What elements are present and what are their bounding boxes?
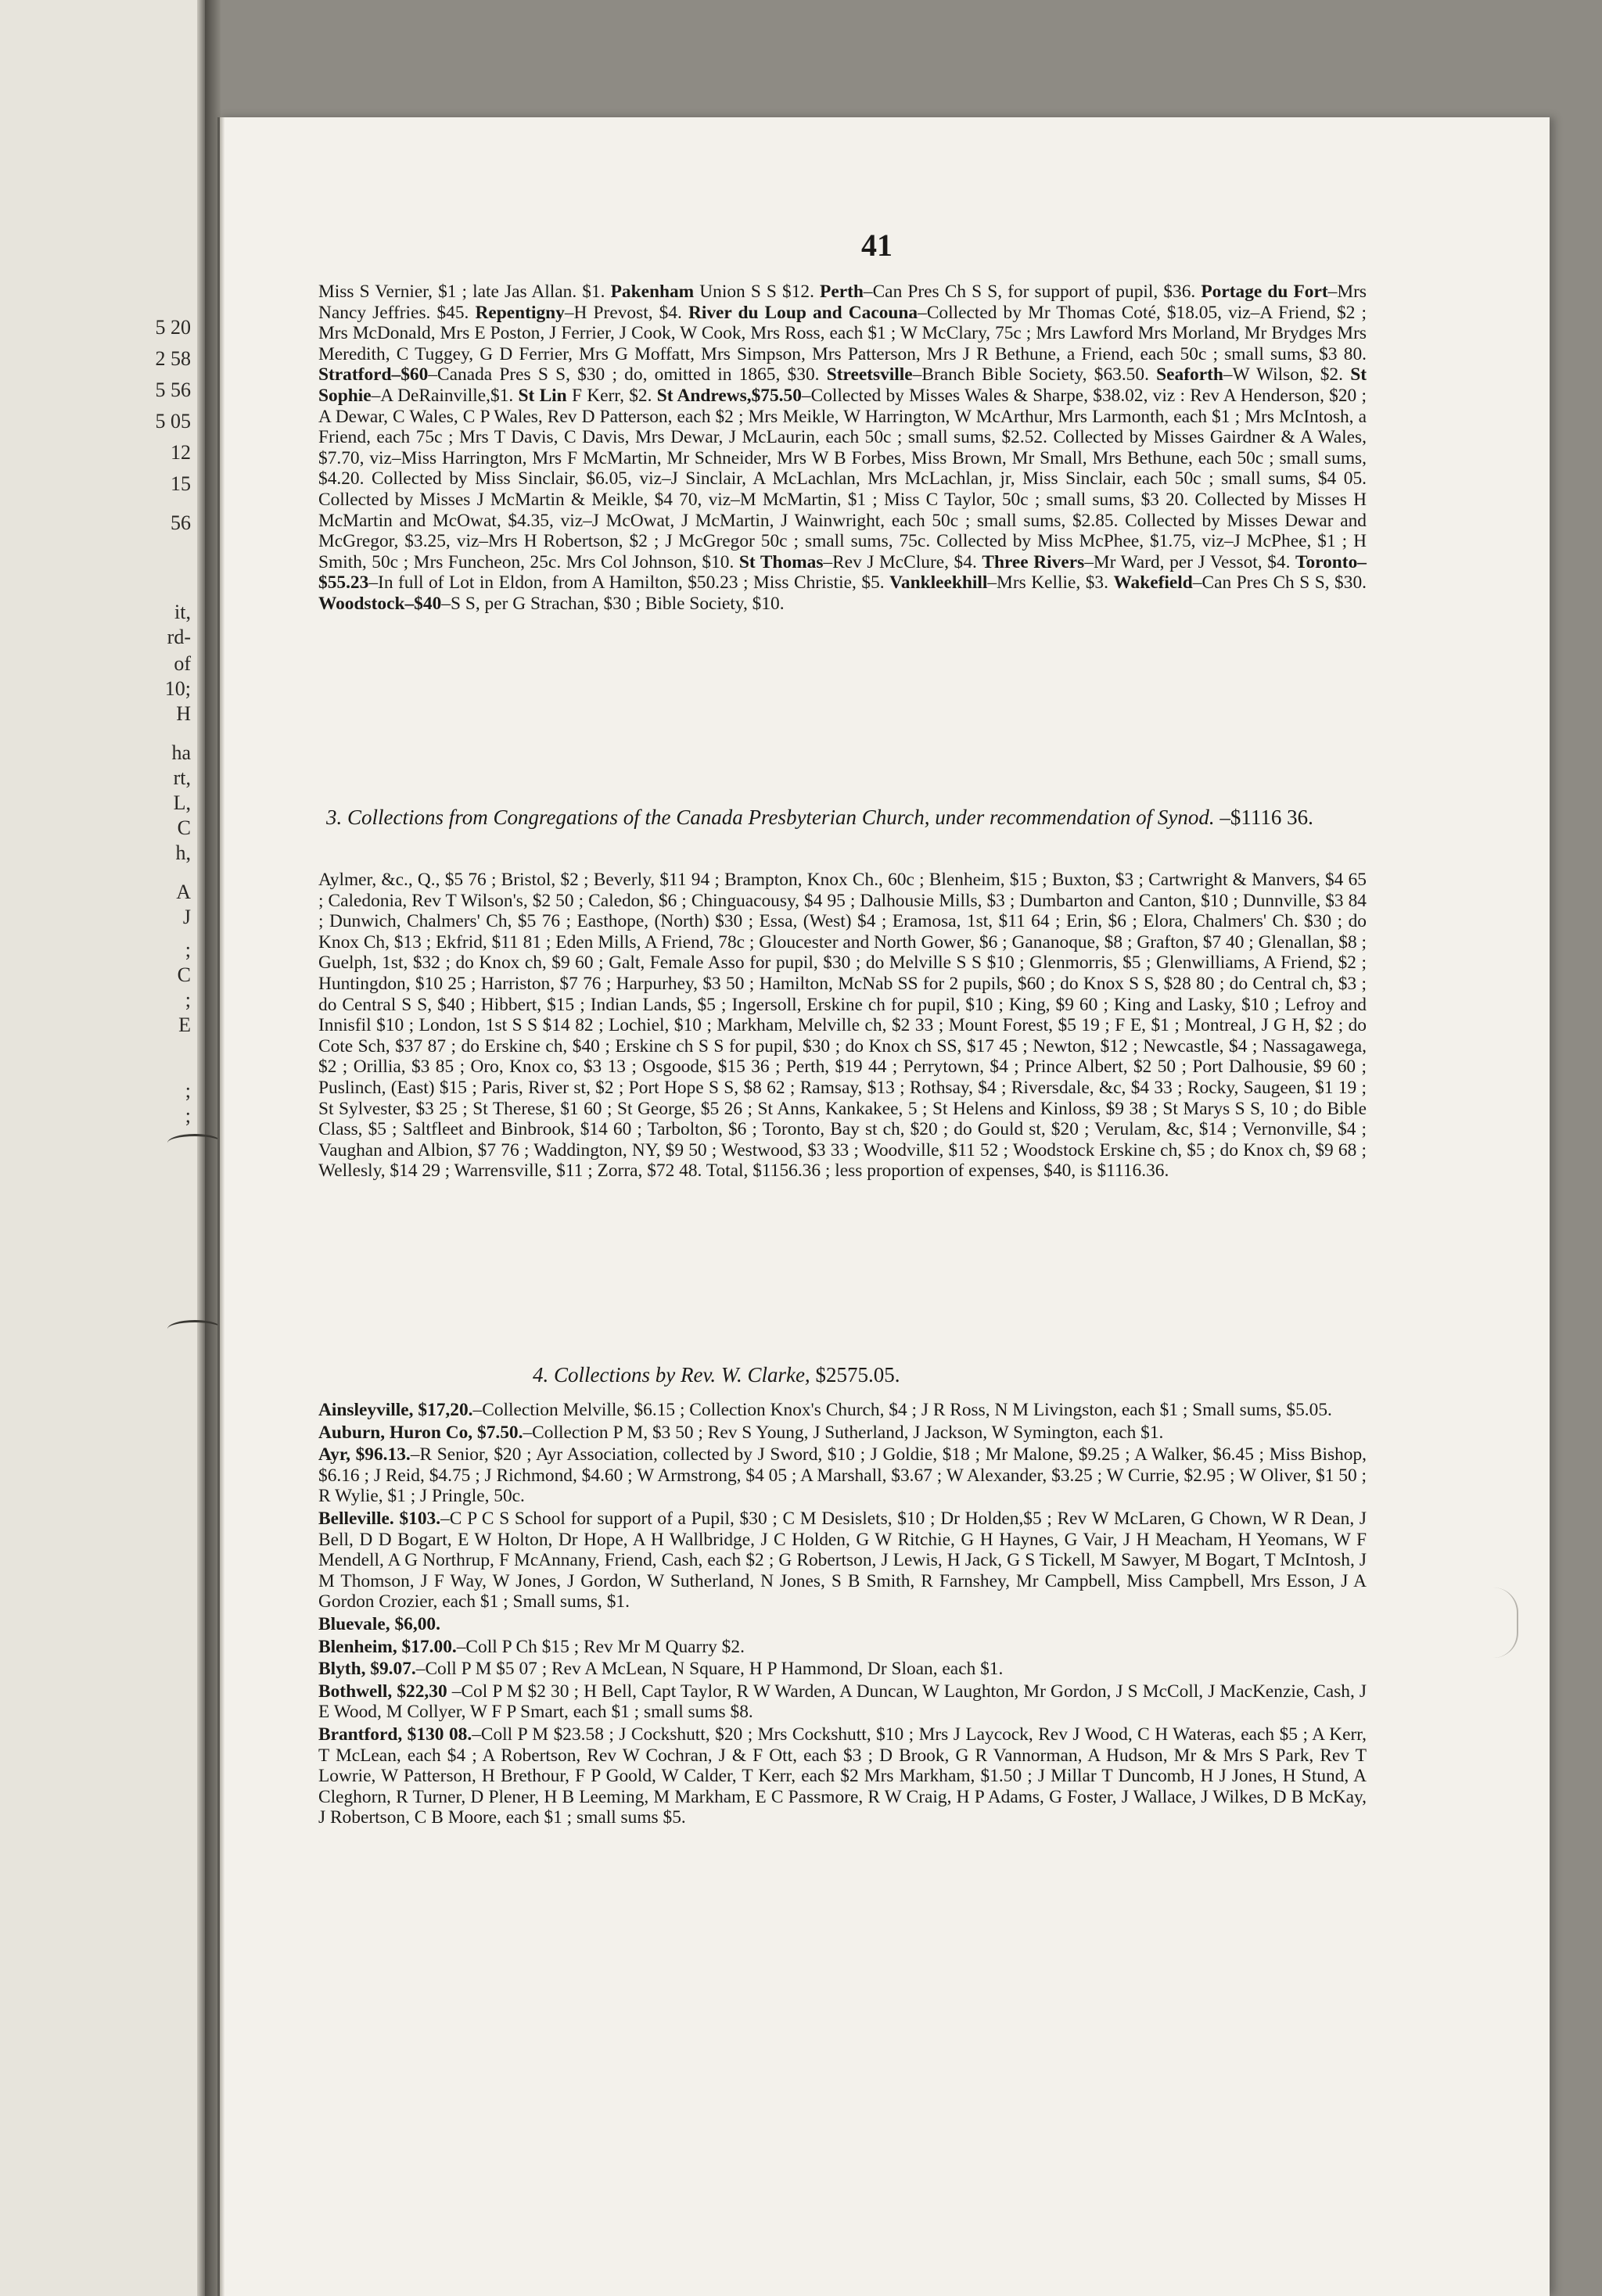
- left-page-fragment: ;: [185, 938, 191, 961]
- place-name: St Lin: [518, 385, 567, 406]
- entry-text: –Mr Ward, per J Vessot, $4.: [1084, 551, 1295, 572]
- entry-text: –Mrs Nancy Jeffries. $45.: [318, 282, 1367, 323]
- entry-details: –R Senior, $20 ; Ayr Association, collected by J Sword, $10 ; J Goldie, $18 ; Mr Malone, $9.25 ; A Walker, $6.45 ; Miss Bishop, $6.16 ; J Reid, $4.75 ; J Richmond, $4.60 ; W Armstrong, $4 05 ; A Marshall, $3.67 ; W Alexander, $3.25 ; W Currie, $2.95 ; W Oliver, $1 50 ; R Wylie, $1 ; J Pringle, 50c.: [318, 1444, 1367, 1507]
- entry-text: F Kerr, $2.: [566, 385, 657, 406]
- left-page-fragment: 5 20: [155, 316, 191, 339]
- place-name: Woodstock–$40: [318, 593, 442, 614]
- entry-details: –Col P M $2 30 ; H Bell, Capt Taylor, R W Warden, A Duncan, W Laughton, Mr Gordon, J S McColl, J MacKenzie, Cash, J E Wood, M Collyer, W F P Smart, each $1 ; small sums $8.: [318, 1681, 1367, 1723]
- entry-place: Ayr, $96.13.: [318, 1444, 411, 1465]
- entry-text: –Collected by Misses Wales & Sharpe, $38.02, viz : Rev A Henderson, $20 ; A Dewar, C Wales, C P Wales, Rev D Patterson, each $2 ; Mrs Meikle, W Harrington, W McArthur, Mrs Larmonth, each $1 ; Mrs McIntosh, a Friend, each 75c ; Mrs T Davis, C Davis, Mrs Dewar, J McLaurin, each 50c ; small sums, $2.52. Collected by Misses Gairdner & A Wales, $7.70, viz–Miss Harrington, Mrs F McMartin, Mr Schneider, Mrs W B Forbes, Miss Brown, Mr Small, Mrs Bethune, each 50c ; small sums, $4.20. Collected by Miss Sinclair, $6.05, viz–J Sinclair, A McLachlan, Mrs McLachlan, jr, Miss Sinclair, each 50c ; small sums, $4 05. Collected by Misses J McMartin & Meikle, $4 70, viz–M McMartin, $1 ; Miss C Taylor, 50c ; small sums, $3 20. Collected by Misses H McMartin and McOwat, $4.35, viz–J McOwat, J McMartin, J Wainwright, each 50c ; small sums, $2.85. Collected by Misses Dewar and McGregor, $3.25, viz–Mrs H Robertson, $2 ; J McGregor 50c ; small sums, 75c. Collected by Miss McPhee, $1.75, viz–J McPhee, $1 ; H Smith, 50c ; Mrs Funcheon, 25c. Mrs Col Johnson, $10.: [318, 385, 1367, 572]
- collection-entry: [318, 1400, 1367, 1421]
- section-4-heading: 4. Collections by Rev. W. Clarke,: [533, 1363, 810, 1387]
- entry-details: –Collection Melville, $6.15 ; Collection Knox's Church, $4 ; J R Ross, N M Livingston, each $1 ; Small sums, $5.05.: [472, 1400, 1332, 1420]
- entry-text: –Branch Bible Society, $63.50.: [912, 364, 1157, 386]
- section-3-heading: 3. Collections from Congregations of the Canada Presbyterian Church, under recommendation of Synod.: [326, 805, 1215, 829]
- left-page-fragment: C: [177, 816, 191, 839]
- entry-place: Belleville. $103.: [318, 1508, 441, 1529]
- left-page-fragment: 5 56: [155, 378, 191, 401]
- entry-text: –Collected by Mr Thomas Coté, $18.05, viz–A Friend, $2 ; Mrs McDonald, Mrs E Poston, J Ferrier, J Cook, W Cook, Mrs Ross, each $1 ; W McClary, 75c ; Mrs Lawford Mrs Morland, Mr Brydges Mrs Meredith, C Tuggey, G D Ferrier, Mrs G Moffatt, Mrs Simpson, Mrs Patterson, Mrs J R Bethune, a Friend, each 50c ; small sums, $3 80.: [318, 302, 1367, 364]
- left-page-fragment: H: [176, 702, 191, 725]
- page-curl-mark: [1493, 1587, 1518, 1658]
- left-page-fragment: 12: [171, 441, 191, 464]
- collection-entry: [318, 1444, 1367, 1507]
- entry-place: Brantford, $130 08.: [318, 1724, 472, 1745]
- entry-text: –Rev J McClure, $4.: [823, 551, 982, 572]
- left-page-fragment: 56: [171, 511, 191, 534]
- left-page-fragment: C: [177, 963, 191, 986]
- section-4-amount: $2575.05.: [815, 1363, 900, 1387]
- place-name: Pakenham: [610, 282, 695, 302]
- place-name: Perth: [820, 282, 864, 302]
- left-page-fragment: of: [174, 652, 191, 675]
- entry-details: –Coll P M $23.58 ; J Cockshutt, $20 ; Mrs Cockshutt, $10 ; Mrs J Laycock, Rev J Wood, C H Wateras, each $5 ; A Kerr, T McLean, each $4 ; A Robertson, Rev W Cochran, J & F Ott, each $3 ; D Brook, G R Vannorman, A Hudson, Mr & Mrs S Park, Rev T Lowrie, W Patterson, H Brethour, F P Goold, W Calder, T Kerr, each $2 Mrs Markham, $1.50 ; J Millar T Duncomb, H J Jones, H Stund, A Cleghorn, R Turner, D Plener, H B Leeming, M Markham, E C Passmore, R W Craig, H P Adams, G Foster, J Wallace, J Wilkes, D B McKay, J Robertson, C B Moore, each $1 ; small sums $5.: [318, 1724, 1367, 1828]
- gutter-line: [220, 117, 224, 2296]
- collection-entry: [318, 1422, 1367, 1444]
- entry-text: –In full of Lot in Eldon, from A Hamilton, $50.23 ; Miss Christie, $5.: [368, 572, 890, 594]
- left-page-fragment: ;: [185, 988, 191, 1011]
- place-name: Seaforth: [1156, 364, 1223, 386]
- entry-details: –Coll P M $5 07 ; Rev A McLean, N Square, H P Hammond, Dr Sloan, each $1.: [415, 1659, 1004, 1680]
- left-page-fragment: 10;: [164, 677, 191, 700]
- entry-text: –A DeRainville,$1.: [371, 385, 519, 406]
- entry-text: –W Wilson, $2.: [1223, 364, 1351, 386]
- left-page-fragment: A: [176, 881, 191, 903]
- collection-entry: [318, 1509, 1367, 1613]
- entry-place: Blenheim, $17.00.: [318, 1636, 457, 1657]
- entry-text: –Mrs Kellie, $3.: [987, 572, 1114, 594]
- entry-place: Bluevale, $6,00.: [318, 1613, 440, 1634]
- left-page-fragment: rd-: [167, 626, 191, 648]
- section-2-tail: [318, 282, 1367, 615]
- place-name: Toronto–$55.23: [318, 551, 1367, 594]
- place-name: Vankleekhill: [889, 572, 988, 594]
- left-page-fragment: ;: [185, 1104, 191, 1127]
- section-4-title: [533, 1363, 1315, 1387]
- section-3-title: [326, 805, 1367, 830]
- entry-details: –Coll P Ch $15 ; Rev Mr M Quarry $2.: [456, 1636, 745, 1657]
- collection-entry: [318, 1659, 1367, 1680]
- entry-place: Ainsleyville, $17,20.: [318, 1400, 473, 1420]
- binding-thread: [167, 1134, 222, 1152]
- entry-text: –S S, per G Strachan, $30 ; Bible Society, $10.: [441, 593, 785, 614]
- place-name: Wakefield: [1113, 572, 1193, 594]
- place-name: Repentigny: [475, 302, 565, 323]
- collection-entry: [318, 1614, 1367, 1635]
- right-page: [217, 117, 1550, 2296]
- binding-thread: [167, 1320, 222, 1338]
- left-page-fragment: ha: [171, 741, 191, 764]
- left-page-fragment: 5 05: [155, 410, 191, 432]
- left-page-fragment: E: [178, 1013, 191, 1036]
- left-page-fragment: it,: [174, 601, 191, 623]
- left-page-fragment: 15: [171, 472, 191, 495]
- entry-place: Blyth, $9.07.: [318, 1659, 416, 1680]
- entry-place: Auburn, Huron Co, $7.50.: [318, 1422, 523, 1443]
- entry-text: –Canada Pres S S, $30 ; do, omitted in 1865, $30.: [428, 364, 827, 386]
- place-name: River du Loup and Cacouna: [688, 302, 918, 323]
- entry-text: –Can Pres Ch S S, for support of pupil, $36.: [863, 282, 1202, 302]
- left-page-fragment: h,: [175, 841, 191, 864]
- place-name: St Sophie: [318, 364, 1367, 406]
- collection-entry: [318, 1637, 1367, 1658]
- entry-text: Union S S $12.: [694, 282, 821, 302]
- entry-text: –Can Pres Ch S S, $30.: [1192, 572, 1367, 594]
- place-name: St Andrews,$75.50: [656, 385, 802, 406]
- collection-entry: [318, 1681, 1367, 1723]
- place-name: Three Rivers: [982, 551, 1085, 572]
- left-page-fragment: ;: [185, 1079, 191, 1102]
- left-page-fragment: 2 58: [155, 347, 191, 370]
- place-name: Portage du Fort: [1201, 282, 1328, 302]
- section-4-entries: [318, 1400, 1367, 1830]
- place-name: Stratford–$60: [318, 364, 429, 386]
- place-name: Streetsville: [826, 364, 913, 386]
- place-name: St Thomas: [738, 551, 824, 572]
- left-page-fragment: L,: [173, 791, 191, 814]
- section-3-body: Aylmer, &c., Q., $5 76 ; Bristol, $2 ; Beverly, $11 94 ; Brampton, Knox Ch., 60c ; Blenheim, $15 ; Buxton, $3 ; Cartwright & Manvers, $4 65 ; Caledonia, Rev T Wilson's, $2 50 ; Caledon, $6 ; Chinguacousy, $4 95 ; Dalhousie Mills, $3 ; Dumbarton and Canton, $10 ; Dunnville, $3 84 ; Dunwich, Chalmers' Ch, $5 76 ; Easthope, (North) $30 ; Essa, (West) $4 ; Eramosa, 1st, $11 64 ; Erin, $6 ; Elora, Chalmers' Ch. $30 ; do Knox Ch, $13 ; Ekfrid, $11 81 ; Eden Mills, A Friend, 78c ; Gloucester and North Gower, $6 ; Gananoque, $8 ; Grafton, $7 40 ; Glenallan, $8 ; Guelph, 1st, $32 ; do Knox ch, $9 60 ; Galt, Female Asso for pupil, $30 ; do Melville S S $10 ; Glenmorris, $5 ; Glenwilliams, A Friend, $2 ; Huntingdon, $10 25 ; Harriston, $7 76 ; Harpurhey, $3 50 ; Hamilton, McNab SS for 2 pupils, $60 ; do Knox S S, $28 80 ; do Central ch, $3 ; do Central S S, $40 ; Hibbert, $15 ; Indian Lands, $5 ; Ingersoll, Erskine ch for pupil, $10 ; King, $9 60 ; King and Lasky, $10 ; Lefroy and Innisfil $10 ; London, 1st S S $14 82 ; Lochiel, $10 ; Markham, Melville ch, $2 33 ; Mount Forest, $5 19 ; F E, $1 ; Montreal, J G H, $2 ; do Cote Sch, $37 87 ; do Erskine ch, $40 ; Erskine ch S S for pupil, $30 ; do Knox ch SS, $17 45 ; Newton, $12 ; Newcastle, $4 ; Nassagawega, $2 ; Orillia, $3 85 ; Oro, Knox co, $3 13 ; Osgoode, $15 36 ; Perth, $19 44 ; Perrytown, $4 ; Prince Albert, $2 50 ; Port Dalhousie, $9 60 ; Puslinch, (East) $15 ; Paris, River st, $2 ; Port Hope S S, $8 62 ; Ramsay, $13 ; Rothsay, $4 ; Riversdale, &c, $4 33 ; Rocky, Saugeen, $1 19 ; St Sylvester, $3 25 ; St Therese, $1 60 ; St George, $5 26 ; St Anns, Kankakee, 5 ; St Helens and Kinloss, $9 38 ; St Marys S S, 10 ; do Bible Class, $5 ; Saltfleet and Binbrook, $14 60 ; Tarbolton, $6 ; Toronto, Bay st ch, $20 ; do Gould st, $20 ; Verulam, &c, $14 ; Vernonville, $4 ; Vaughan and Albion, $7 76 ; Waddington, NY, $9 50 ; Westwood, $3 33 ; Woodville, $11 52 ; Woodstock Erskine ch, $5 ; do Knox ch, $9 68 ; Wellesly, $14 29 ; Warrensville, $11 ; Zorra, $72 48. Total, $1156.36 ; less proportion of expenses, $40, is $1116.36.: [318, 870, 1367, 1182]
- entry-details: –C P C S School for support of a Pupil, $30 ; C M Desislets, $10 ; Dr Holden,$5 ; Rev W McLaren, G Chown, W R Dean, J Bell, D D Bogart, E W Holton, Dr Hope, A H Wallbridge, J C Holden, G W Ritchie, G H Haynes, G Vair, J H Meacham, H Yeomans, W F Mendell, A G Northrup, F McAnnany, Friend, Cash, each $2 ; G Robertson, J Lewis, H Jack, G S Tickell, M Sawyer, M Bogart, T McIntosh, J M Thomson, J F Way, W Jones, J Gordon, W Sutherland, N Jones, S B Smith, R Farnshey, Mr Campbell, Miss Campbell, Mrs Esson, J A Gordon Crozier, each $1 ; Small sums, $1.: [318, 1508, 1367, 1613]
- entry-text: Miss S Vernier, $1 ; late Jas Allan. $1.: [318, 282, 611, 302]
- page-number: 41: [861, 228, 893, 263]
- collection-entry: [318, 1724, 1367, 1828]
- left-page-fragment: J: [182, 906, 191, 928]
- entry-text: –H Prevost, $4.: [564, 302, 688, 323]
- section-3-amount: –$1116 36.: [1219, 805, 1313, 829]
- entry-details: –Collection P M, $3 50 ; Rev S Young, J Sutherland, J Jackson, W Symington, each $1.: [523, 1422, 1164, 1443]
- left-page-fragment: rt,: [173, 766, 191, 789]
- entry-place: Bothwell, $22,30: [318, 1681, 447, 1702]
